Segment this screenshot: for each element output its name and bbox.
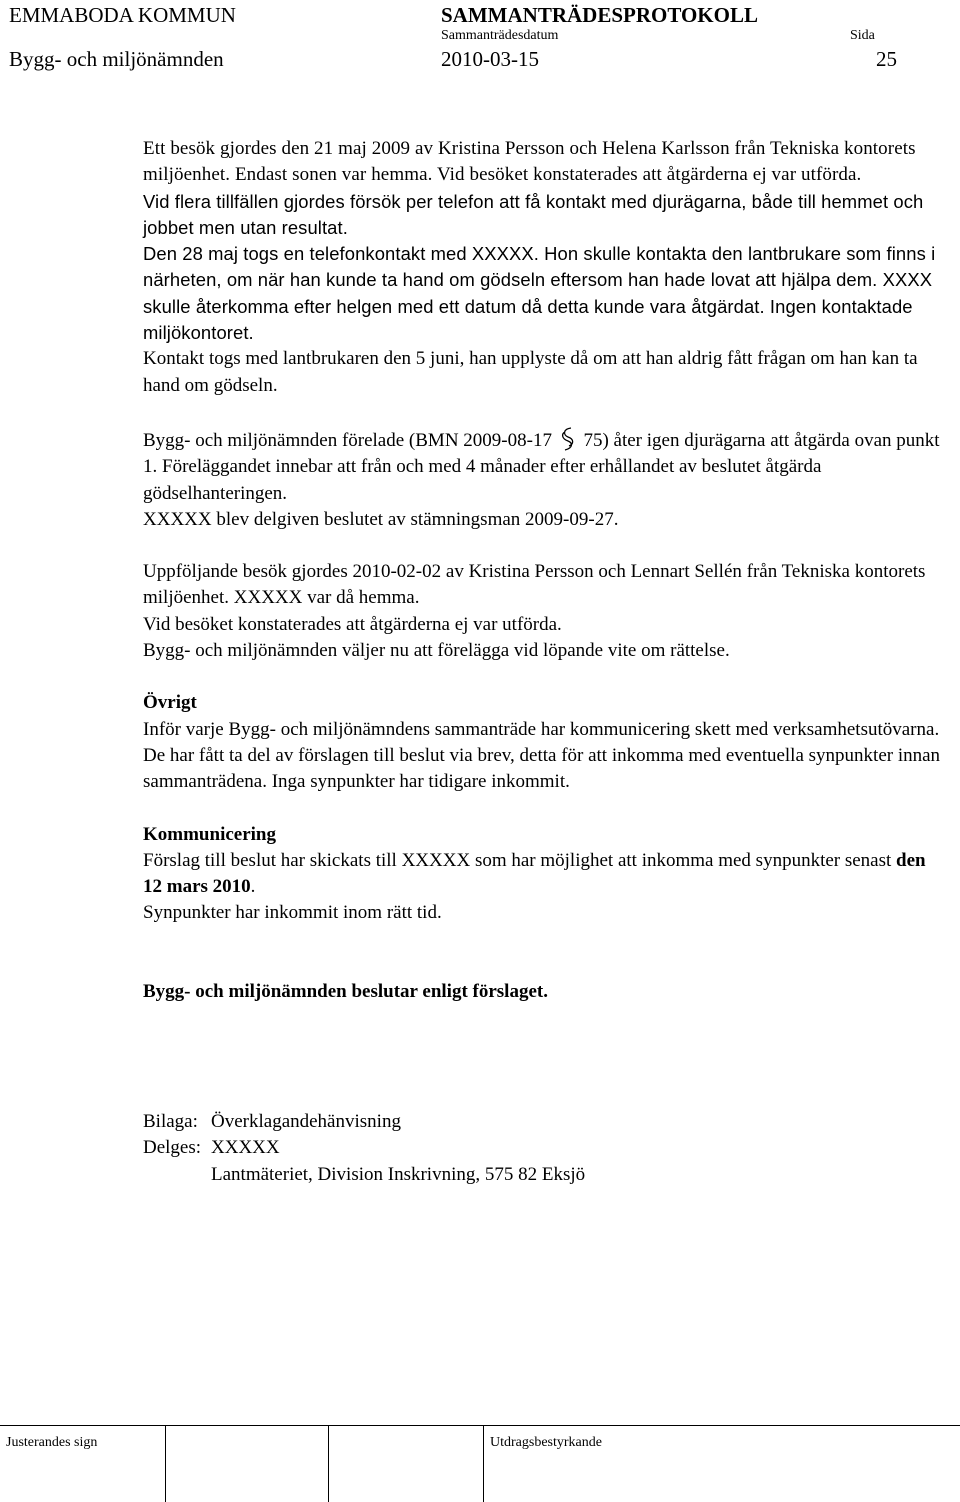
kommunicering-end: . xyxy=(250,876,256,898)
heading-kommunicering: Kommunicering xyxy=(143,823,276,845)
meeting-date: 2010-03-15 xyxy=(441,47,539,71)
org-name: EMMABODA KOMMUN xyxy=(9,3,236,27)
committee-name: Bygg- och miljönämnden xyxy=(9,47,224,71)
paragraph-phone-contact: Den 28 maj togs en telefonkontakt med XXXXX. Hon skulle kontakta den lantbrukare som finns i närheten, om när han kunde ta hand om gödseln eftersom han hade lovat att hjälpa dem. XXXX skulle återkomma efter helgen med ett datum då detta kunde vara åtgärdat. Ingen kontaktade miljökontoret. xyxy=(143,243,936,344)
footer-divider xyxy=(165,1426,166,1502)
recipients-label: Delges: xyxy=(143,1137,202,1159)
attachment-row xyxy=(143,1109,943,1135)
paragraph-order xyxy=(143,425,943,507)
section-sign-icon xyxy=(557,425,579,453)
extract-label: Utdragsbestyrkande xyxy=(490,1435,602,1450)
kommunicering-deadline: den 12 mars 2010 xyxy=(143,849,926,898)
footer-divider xyxy=(483,1426,484,1502)
document-type: SAMMANTRÄDESPROTOKOLL xyxy=(441,3,758,27)
protocol-body xyxy=(143,136,943,1188)
paragraph-served: XXXXX blev delgiven beslutet av stämningsman 2009-09-27. xyxy=(143,508,619,530)
paragraph-followup: Uppföljande besök gjordes 2010-02-02 av Kristina Persson och Lennart Sellén från Tekniska kontorets miljöenhet. XXXXX var då hemma. xyxy=(143,561,926,609)
order-text-start: Bygg- och miljönämnden förelade (BMN 2009-08-17 xyxy=(143,429,552,451)
decision: Bygg- och miljönämnden beslutar enligt förslaget. xyxy=(143,980,548,1002)
kommunicering-text: Förslag till beslut har skickats till XXXXX som har möjlighet att inkomma med synpunkter senast xyxy=(143,849,892,871)
paragraph-ovrigt: Inför varje Bygg- och miljönämndens sammanträde har kommunicering skett med verksamhetsutövarna. De har fått ta del av förslagen till beslut via brev, detta för att inkomma med eventuella synpunkter innan sammanträdena. Inga synpunkter har tidigare inkommit. xyxy=(143,718,941,793)
attachment-label: Bilaga: xyxy=(143,1111,198,1133)
paragraph-phone-attempts: Vid flera tillfällen gjordes försök per telefon att få kontakt med djurägarna, både till hemmet och jobbet men utan resultat. xyxy=(143,190,924,238)
heading-ovrigt: Övrigt xyxy=(143,692,197,714)
recipients-row xyxy=(143,1135,943,1161)
recipients-value-2: Lantmäteriet, Division Inskrivning, 575 82 Eksjö xyxy=(211,1163,586,1185)
attachment-value: Överklagandehänvisning xyxy=(211,1111,401,1133)
paragraph-kommunicering-2: Synpunkter har inkommit inom rätt tid. xyxy=(143,902,442,924)
page-label: Sida xyxy=(850,28,875,43)
recipients-value: XXXXX xyxy=(211,1137,280,1159)
order-text-end: 75) åter igen djurägarna att åtgärda ovan punkt 1. Föreläggandet innebar att från och med 4 månader efter erhållandet av beslutet åtgärda gödselhanteringen. xyxy=(143,429,940,504)
paragraph-visit: Ett besök gjordes den 21 maj 2009 av Kristina Persson och Helena Karlsson från Tekniska kontorets miljöenhet. Endast sonen var hemma. Vid besöket konstaterades att åtgärderna ej var utförda. xyxy=(143,138,916,186)
page-number: 25 xyxy=(876,47,897,71)
footer-divider xyxy=(328,1426,329,1502)
paragraph-followup-result: Vid besöket konstaterades att åtgärderna ej var utförda. xyxy=(143,613,562,635)
paragraph-kommunicering xyxy=(143,848,943,901)
sign-label: Justerandes sign xyxy=(6,1435,98,1450)
meeting-date-label: Sammanträdesdatum xyxy=(441,28,559,43)
signature-footer xyxy=(0,1425,960,1502)
paragraph-penalty: Bygg- och miljönämnden väljer nu att förelägga vid löpande vite om rättelse. xyxy=(143,640,730,662)
paragraph-farmer-contact: Kontakt togs med lantbrukaren den 5 juni, han upplyste då om att han aldrig fått frågan om han kan ta hand om gödseln. xyxy=(143,348,918,396)
